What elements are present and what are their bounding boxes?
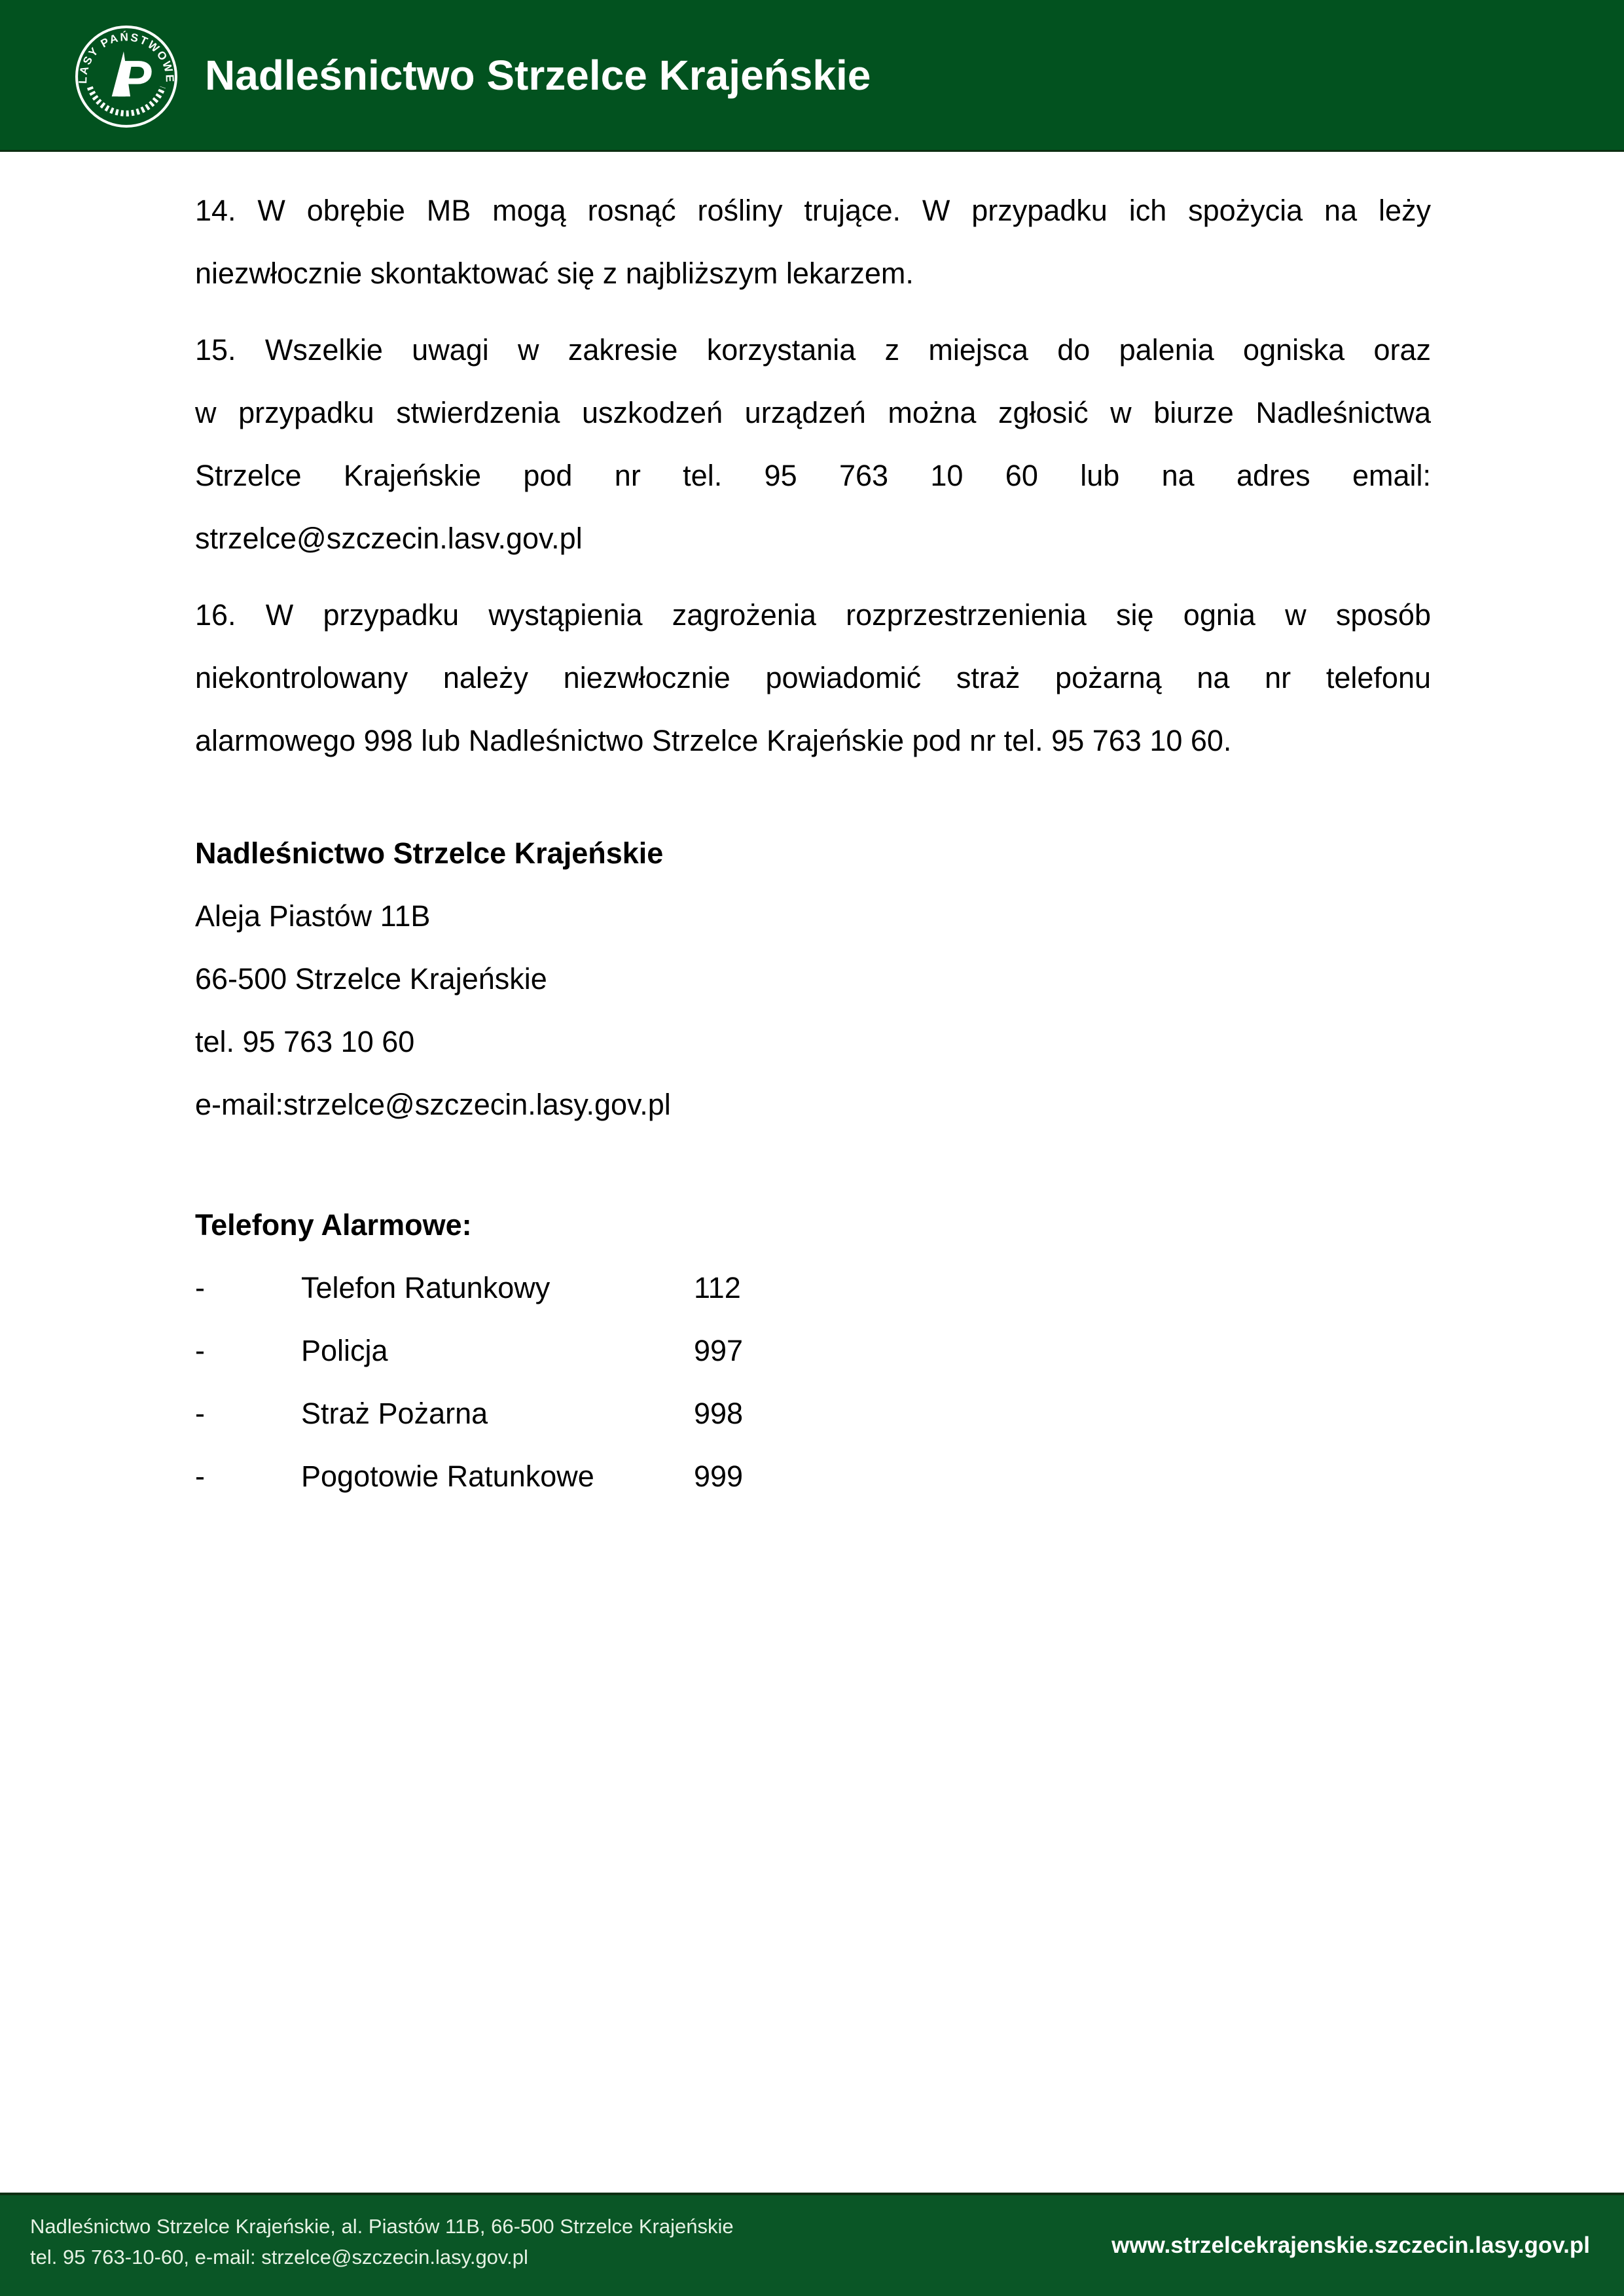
text-line: alarmowego 998 lub Nadleśnictwo Strzelce Krajeńskie pod nr tel. 95 763 10 60. — [195, 724, 1232, 757]
document-body — [195, 179, 1431, 1508]
phone-label: Telefon Ratunkowy — [301, 1271, 550, 1304]
footer-address-line: Nadleśnictwo Strzelce Krajeńskie, al. Piastów 11B, 66-500 Strzelce Krajeńskie — [30, 2215, 734, 2238]
list-bullet: - — [195, 1271, 205, 1304]
paragraph-16 — [195, 584, 1431, 772]
contact-phone: tel. 95 763 10 60 — [195, 1025, 415, 1058]
footer-website: www.strzelcekrajenskie.szczecin.lasy.gov.pl — [1111, 2233, 1590, 2258]
logo-p-glyph: P — [117, 50, 152, 108]
emergency-phones-heading: Telefony Alarmowe: — [195, 1208, 472, 1242]
footer-contact-line: tel. 95 763-10-60, e-mail: strzelce@szczecin.lasy.gov.pl — [30, 2246, 528, 2269]
contact-street: Aleja Piastów 11B — [195, 899, 431, 933]
footer-bar — [0, 2193, 1624, 2296]
text-line: 14. W obrębie MB mogą rosnąć rośliny trujące. W przypadku ich spożycia na leży — [195, 194, 1431, 227]
paragraph-15 — [195, 319, 1431, 570]
logo-ring-text: LASY PAŃSTWOWE — [76, 30, 177, 84]
page-title: Nadleśnictwo Strzelce Krajeńskie — [205, 51, 871, 99]
paragraph-14 — [195, 179, 1431, 305]
list-bullet: - — [195, 1397, 205, 1430]
list-item — [195, 1382, 1431, 1445]
list-item — [195, 1257, 1431, 1319]
email-text: strzelce@szczecin.lasv.gov.pl — [195, 522, 583, 555]
text-line: Strzelce Krajeńskie pod nr tel. 95 763 10 60 lub na adres email: — [195, 459, 1431, 492]
list-bullet: - — [195, 1460, 205, 1493]
text-line: 16. W przypadku wystąpienia zagrożenia rozprzestrzenienia się ognia w sposób — [195, 598, 1431, 632]
text-line: w przypadku stwierdzenia uszkodzeń urządzeń można zgłosić w biurze Nadleśnictwa — [195, 396, 1431, 429]
phone-number: 999 — [694, 1460, 744, 1493]
text-line: niekontrolowany należy niezwłocznie powiadomić straż pożarną na nr telefonu — [195, 661, 1431, 694]
contact-name: Nadleśnictwo Strzelce Krajeńskie — [195, 836, 664, 870]
text-line: 15. Wszelkie uwagi w zakresie korzystania z miejsca do palenia ogniska oraz — [195, 333, 1431, 367]
contact-email: e-mail:strzelce@szczecin.lasy.gov.pl — [195, 1088, 671, 1121]
contact-block — [195, 822, 1431, 1136]
phone-number: 998 — [694, 1397, 744, 1430]
lasy-panstwowe-logo-icon — [73, 24, 179, 130]
phone-number: 112 — [694, 1271, 741, 1304]
contact-city: 66-500 Strzelce Krajeńskie — [195, 962, 547, 996]
phone-label: Pogotowie Ratunkowe — [301, 1460, 594, 1493]
phone-label: Straż Pożarna — [301, 1397, 488, 1430]
phone-label: Policja — [301, 1334, 388, 1367]
list-item — [195, 1319, 1431, 1382]
list-bullet: - — [195, 1334, 205, 1367]
footer-address-block — [30, 2211, 734, 2272]
emergency-phones-list — [195, 1257, 1431, 1508]
text-line: niezwłocznie skontaktować się z najbliższym lekarzem. — [195, 257, 914, 290]
phone-number: 997 — [694, 1334, 744, 1367]
header-bar — [0, 0, 1624, 152]
list-item — [195, 1445, 1431, 1508]
